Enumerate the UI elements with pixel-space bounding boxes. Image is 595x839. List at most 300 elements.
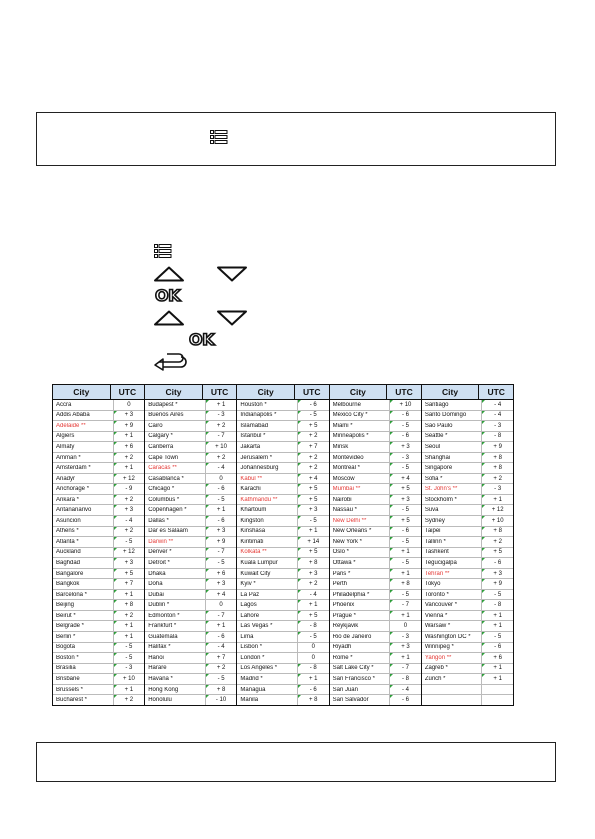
table-row — [53, 548, 144, 559]
utc-cell: - 4 — [481, 411, 513, 421]
table-row — [330, 695, 421, 705]
table-row — [422, 579, 513, 590]
utc-cell: 0 — [297, 643, 329, 653]
note-box-bottom — [36, 742, 556, 782]
city-cell: Santo Domingo — [424, 412, 467, 419]
city-cell: Baghdad — [56, 559, 81, 566]
utc-cell: + 2 — [297, 579, 329, 589]
table-row — [53, 537, 144, 548]
city-cell: Accra — [56, 401, 72, 408]
city-cell: Kuala Lumpur — [240, 559, 278, 566]
city-cell: Karachi — [240, 486, 261, 493]
table-header — [145, 385, 236, 400]
city-cell: Kingston — [240, 517, 264, 524]
table-row — [237, 632, 328, 643]
city-cell: Kuwait City — [240, 570, 271, 577]
city-cell: Tegucigalpa — [424, 559, 457, 566]
utc-cell: + 1 — [113, 632, 145, 642]
table-header — [330, 385, 421, 400]
city-cell: Edmonton * — [148, 612, 180, 619]
utc-cell: + 2 — [481, 474, 513, 484]
utc-cell: + 12 — [481, 505, 513, 515]
city-cell: Paris * — [332, 570, 351, 577]
city-cell: Ankara * — [56, 496, 80, 503]
table-row — [422, 590, 513, 601]
utc-cell: - 6 — [389, 411, 421, 421]
utc-cell: + 3 — [113, 411, 145, 421]
city-cell: Perth — [332, 581, 347, 588]
utc-cell: + 6 — [113, 442, 145, 452]
city-cell: Brisbane — [56, 675, 80, 682]
city-cell: Islamabad — [240, 422, 269, 429]
utc-cell: + 1 — [113, 590, 145, 600]
city-cell: Washington DC * — [424, 633, 471, 640]
city-cell: Detroit * — [148, 559, 170, 566]
table-row — [145, 537, 236, 548]
table-row — [330, 600, 421, 611]
utc-cell: + 9 — [481, 579, 513, 589]
utc-cell: + 3 — [297, 569, 329, 579]
header-city: City — [442, 386, 459, 397]
table-row — [145, 664, 236, 675]
city-cell: Seattle * — [424, 433, 448, 440]
utc-cell: - 6 — [205, 484, 237, 494]
menu-list-icon — [210, 130, 228, 145]
city-cell: Cairo — [148, 422, 163, 429]
table-row — [330, 505, 421, 516]
city-cell: Sydney — [424, 517, 445, 524]
table-row — [330, 611, 421, 622]
utc-cell: - 5 — [389, 505, 421, 515]
city-cell: Zagreb * — [424, 665, 448, 672]
city-cell: Kyiv * — [240, 581, 256, 588]
utc-cell: + 8 — [481, 453, 513, 463]
utc-cell: + 6 — [481, 653, 513, 663]
city-cell: Casablanca * — [148, 475, 184, 482]
table-row — [237, 611, 328, 622]
utc-cell: - 4 — [205, 643, 237, 653]
table-row — [53, 442, 144, 453]
table-row — [237, 579, 328, 590]
utc-cell: + 5 — [481, 548, 513, 558]
utc-cell: + 7 — [297, 442, 329, 452]
city-cell: Auckland — [56, 549, 81, 556]
utc-cell: + 2 — [297, 432, 329, 442]
table-row — [237, 600, 328, 611]
utc-cell: - 6 — [389, 695, 421, 705]
utc-cell: 0 — [113, 400, 145, 410]
utc-cell: - 7 — [205, 432, 237, 442]
table-row — [53, 495, 144, 506]
utc-cell: + 1 — [113, 432, 145, 442]
table-row — [237, 558, 328, 569]
table-row — [330, 421, 421, 432]
table-row — [422, 632, 513, 643]
utc-cell: + 5 — [389, 516, 421, 526]
city-cell: Amsterdam * — [56, 465, 91, 472]
table-row — [237, 664, 328, 675]
city-cell: Copenhagen * — [148, 507, 187, 514]
utc-cell: + 8 — [481, 463, 513, 473]
utc-cell: - 7 — [205, 548, 237, 558]
utc-cell: - 3 — [481, 484, 513, 494]
header-city: City — [349, 386, 366, 397]
table-row — [237, 505, 328, 516]
table-row — [237, 643, 328, 654]
utc-cell: + 1 — [389, 653, 421, 663]
utc-cell: + 1 — [481, 495, 513, 505]
table-row — [237, 537, 328, 548]
utc-cell: - 8 — [297, 621, 329, 631]
utc-cell: - 4 — [481, 400, 513, 410]
utc-cell: - 3 — [481, 421, 513, 431]
table-row — [330, 463, 421, 474]
utc-cell: + 8 — [481, 527, 513, 537]
utc-cell: - 3 — [113, 664, 145, 674]
table-row — [237, 590, 328, 601]
table-row — [237, 484, 328, 495]
down-triangle-icon — [216, 310, 248, 326]
city-cell: Hong Kong — [148, 686, 179, 693]
table-row — [422, 695, 513, 705]
header-utc: UTC — [110, 385, 145, 399]
utc-cell: - 5 — [389, 463, 421, 473]
city-cell: Tashkent — [424, 549, 449, 556]
table-row — [145, 558, 236, 569]
table-row — [53, 453, 144, 464]
city-cell: Bucharest * — [56, 697, 88, 704]
city-cell: Beirut * — [56, 612, 76, 619]
city-cell: Doha — [148, 581, 163, 588]
table-row — [422, 463, 513, 474]
city-cell: Belgrade * — [56, 623, 85, 630]
city-cell: Philadelphia * — [332, 591, 370, 598]
table-row — [422, 474, 513, 485]
utc-cell: + 3 — [205, 527, 237, 537]
city-cell: Miami * — [332, 422, 353, 429]
table-row — [330, 558, 421, 569]
utc-cell: + 1 — [113, 685, 145, 695]
utc-cell: + 4 — [205, 590, 237, 600]
utc-cell: - 8 — [297, 664, 329, 674]
utc-cell: - 6 — [389, 527, 421, 537]
down-triangle-icon — [216, 266, 248, 282]
city-cell: Chicago * — [148, 486, 175, 493]
utc-cell: + 10 — [113, 674, 145, 684]
utc-cell: + 3 — [205, 579, 237, 589]
city-cell: Brasilia — [56, 665, 76, 672]
table-row — [237, 421, 328, 432]
city-cell: New Delhi ** — [332, 517, 367, 524]
city-cell: Darwin ** — [148, 538, 174, 545]
city-cell: Lagos — [240, 602, 257, 609]
city-cell: Zürich * — [424, 675, 446, 682]
table-row — [237, 685, 328, 696]
utc-cell: - 3 — [389, 632, 421, 642]
table-row — [330, 548, 421, 559]
menu-list-icon — [154, 244, 172, 259]
table-row — [237, 442, 328, 453]
city-cell: Minsk — [332, 443, 349, 450]
utc-cell: + 8 — [389, 579, 421, 589]
table-row — [145, 505, 236, 516]
city-cell: Asuncion — [56, 517, 81, 524]
table-row — [237, 411, 328, 422]
city-cell: Johannesburg — [240, 465, 279, 472]
table-row — [53, 505, 144, 516]
table-row — [53, 432, 144, 443]
utc-cell: - 3 — [389, 453, 421, 463]
city-cell: Montevideo — [332, 454, 364, 461]
table-row — [330, 453, 421, 464]
city-cell: Las Vegas * — [240, 623, 273, 630]
utc-cell: 0 — [297, 653, 329, 663]
table-row — [330, 495, 421, 506]
city-cell: Berlin * — [56, 633, 76, 640]
utc-cell: - 5 — [297, 411, 329, 421]
utc-cell: - 6 — [297, 685, 329, 695]
table-row — [237, 495, 328, 506]
header-utc: UTC — [386, 385, 421, 399]
utc-cell: + 5 — [297, 495, 329, 505]
city-cell: Taipei — [424, 528, 441, 535]
utc-cell: + 1 — [389, 548, 421, 558]
table-row — [145, 463, 236, 474]
city-cell: São Paulo — [424, 422, 453, 429]
table-row — [237, 548, 328, 559]
table-row — [145, 442, 236, 453]
city-cell: Phoenix — [332, 602, 355, 609]
table-column — [145, 385, 237, 705]
city-cell: Toronto * — [424, 591, 449, 598]
city-cell: Jakarta — [240, 443, 261, 450]
utc-cell: - 4 — [113, 516, 145, 526]
utc-cell: + 8 — [113, 600, 145, 610]
header-utc: UTC — [294, 385, 329, 399]
city-cell: Barcelona * — [56, 591, 88, 598]
table-row — [330, 653, 421, 664]
table-row — [330, 484, 421, 495]
table-row — [422, 484, 513, 495]
table-row — [237, 695, 328, 705]
utc-cell: - 5 — [113, 643, 145, 653]
city-cell: Kabul ** — [240, 475, 263, 482]
utc-cell: - 5 — [389, 421, 421, 431]
utc-cell: + 9 — [481, 442, 513, 452]
city-cell: Dubai — [148, 591, 164, 598]
table-column — [330, 385, 422, 705]
city-cell: Seoul — [424, 443, 441, 450]
city-cell: Almaty — [56, 443, 75, 450]
city-cell: Moscow — [332, 475, 355, 482]
table-row — [237, 674, 328, 685]
city-cell: Mumbai ** — [332, 486, 361, 493]
utc-cell: + 1 — [205, 505, 237, 515]
city-cell: Havana * — [148, 675, 173, 682]
table-row — [145, 453, 236, 464]
city-cell: New York * — [332, 538, 362, 545]
table-row — [53, 621, 144, 632]
utc-cell: + 4 — [297, 474, 329, 484]
city-cell: Lahore — [240, 612, 260, 619]
city-cell: Budapest * — [148, 401, 178, 408]
utc-cell: + 1 — [297, 600, 329, 610]
city-utc-table — [52, 384, 514, 706]
city-cell: Tehran ** — [424, 570, 450, 577]
city-cell: Denver * — [148, 549, 172, 556]
utc-cell: + 10 — [389, 400, 421, 410]
back-arrow-icon — [153, 353, 187, 371]
utc-cell: - 7 — [389, 600, 421, 610]
city-cell: Harare — [148, 665, 167, 672]
city-cell: Cape Town — [148, 454, 179, 461]
utc-cell: - 6 — [205, 632, 237, 642]
utc-cell: + 1 — [205, 400, 237, 410]
city-cell: Adelaide ** — [56, 422, 86, 429]
city-cell: Montreal * — [332, 465, 360, 472]
table-row — [53, 695, 144, 705]
table-row — [53, 463, 144, 474]
city-cell: Indianapolis * — [240, 412, 277, 419]
table-row — [330, 432, 421, 443]
table-row — [145, 411, 236, 422]
utc-cell: 0 — [205, 600, 237, 610]
table-row — [53, 484, 144, 495]
table-row — [422, 421, 513, 432]
utc-cell: + 3 — [389, 442, 421, 452]
city-cell: Canberra — [148, 443, 174, 450]
table-row — [53, 632, 144, 643]
utc-cell: + 3 — [481, 569, 513, 579]
table-row — [237, 474, 328, 485]
city-cell: Nairobi — [332, 496, 352, 503]
table-row — [330, 516, 421, 527]
city-cell: Rio de Janeiro — [332, 633, 372, 640]
city-cell: Dar es Salaam — [148, 528, 188, 535]
utc-cell: + 8 — [205, 685, 237, 695]
table-row — [330, 674, 421, 685]
utc-cell: + 2 — [113, 611, 145, 621]
utc-cell: + 5 — [297, 548, 329, 558]
utc-cell: + 2 — [113, 527, 145, 537]
utc-cell: - 6 — [481, 558, 513, 568]
utc-cell: - 5 — [389, 537, 421, 547]
table-row — [330, 621, 421, 632]
table-row — [422, 548, 513, 559]
city-cell: Lisbon * — [240, 644, 263, 651]
table-column — [53, 385, 145, 705]
utc-cell: + 4 — [389, 474, 421, 484]
utc-cell: + 9 — [113, 421, 145, 431]
table-row — [145, 569, 236, 580]
table-row — [145, 695, 236, 705]
utc-cell: + 12 — [113, 548, 145, 558]
utc-cell: - 9 — [113, 484, 145, 494]
city-cell: Winnipeg * — [424, 644, 454, 651]
table-row — [422, 432, 513, 443]
city-cell: St. John's ** — [424, 486, 458, 493]
table-column — [237, 385, 329, 705]
city-cell: Prague * — [332, 612, 356, 619]
utc-cell: + 8 — [297, 695, 329, 705]
table-row — [330, 569, 421, 580]
utc-cell: - 5 — [389, 590, 421, 600]
up-triangle-icon — [153, 310, 185, 326]
table-row — [145, 474, 236, 485]
table-row — [53, 569, 144, 580]
city-cell: Yangon ** — [424, 654, 452, 661]
header-utc: UTC — [202, 385, 237, 399]
utc-cell — [481, 685, 513, 695]
table-row — [237, 400, 328, 411]
table-row — [330, 442, 421, 453]
table-row — [237, 516, 328, 527]
city-cell: Singapore — [424, 465, 453, 472]
table-row — [237, 621, 328, 632]
table-row — [145, 548, 236, 559]
city-cell: Minneapolis * — [332, 433, 369, 440]
table-row — [330, 537, 421, 548]
city-cell: Jerusalem * — [240, 454, 273, 461]
note-box-top — [36, 112, 556, 166]
city-cell: Hanoi — [148, 654, 164, 661]
city-cell: Sofia * — [424, 475, 443, 482]
utc-cell: - 5 — [481, 590, 513, 600]
table-column — [422, 385, 513, 705]
table-row — [145, 632, 236, 643]
city-cell: London * — [240, 654, 265, 661]
utc-cell: + 5 — [297, 421, 329, 431]
table-row — [330, 579, 421, 590]
city-cell: Lima — [240, 633, 254, 640]
city-cell: Calgary * — [148, 433, 173, 440]
table-row — [53, 590, 144, 601]
utc-cell: + 2 — [113, 453, 145, 463]
utc-cell: + 2 — [205, 421, 237, 431]
utc-cell: + 1 — [481, 611, 513, 621]
utc-cell: - 5 — [113, 653, 145, 663]
utc-cell: + 12 — [113, 474, 145, 484]
table-row — [53, 685, 144, 696]
table-row — [53, 653, 144, 664]
table-row — [145, 495, 236, 506]
utc-cell — [481, 695, 513, 705]
up-triangle-icon — [153, 266, 185, 282]
utc-cell: + 1 — [481, 621, 513, 631]
table-row — [422, 664, 513, 675]
city-cell: Manila — [240, 697, 259, 704]
city-cell: Anchorage * — [56, 486, 90, 493]
city-cell: Stockholm * — [424, 496, 457, 503]
utc-cell: + 2 — [297, 463, 329, 473]
utc-cell: + 1 — [297, 527, 329, 537]
city-cell: Columbus * — [148, 496, 180, 503]
header-city: City — [73, 386, 90, 397]
utc-cell: - 4 — [389, 685, 421, 695]
utc-cell: + 5 — [297, 611, 329, 621]
city-cell: Dallas * — [148, 517, 169, 524]
table-row — [145, 600, 236, 611]
utc-cell: + 5 — [389, 484, 421, 494]
city-cell: Dhaka — [148, 570, 166, 577]
table-row — [53, 527, 144, 538]
city-cell: Riyadh — [332, 644, 352, 651]
table-row — [145, 421, 236, 432]
utc-cell: - 5 — [113, 537, 145, 547]
table-row — [422, 653, 513, 664]
city-cell: Halifax * — [148, 644, 171, 651]
utc-cell: - 4 — [297, 590, 329, 600]
